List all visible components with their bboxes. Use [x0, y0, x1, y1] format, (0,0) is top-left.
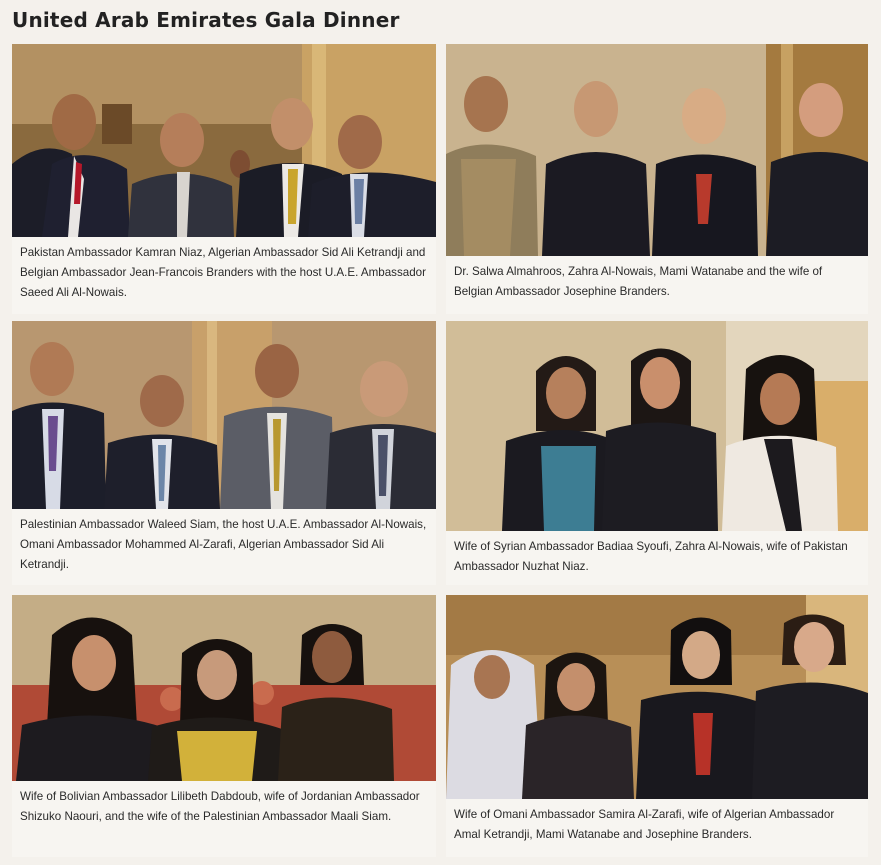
- photo-caption: Wife of Syrian Ambassador Badiaa Syoufi, Zahra Al-Nowais, wife of Pakistan Ambassador Nuzhat Niaz.: [446, 531, 868, 585]
- photo-caption: Wife of Bolivian Ambassador Lilibeth Dabdoub, wife of Jordanian Ambassador Shizuko Naouri, and the wife of the Palestinian Ambassador Maali Siam.: [12, 781, 436, 857]
- photo-panel-6: [446, 595, 868, 857]
- photo-5: [12, 595, 436, 781]
- photo-2: [446, 44, 868, 256]
- photo-panel-2: [446, 44, 868, 314]
- photo-3: [12, 321, 436, 509]
- photo-4: [446, 321, 868, 531]
- photo-panel-3: [12, 321, 436, 585]
- photo-caption: Palestinian Ambassador Waleed Siam, the host U.A.E. Ambassador Al-Nowais, Omani Ambassador Mohammed Al-Zarafi, Algerian Ambassador Sid Ali Ketrandji.: [12, 509, 436, 585]
- photo-1: [12, 44, 436, 237]
- photo-panel-1: [12, 44, 436, 314]
- photo-caption: Wife of Omani Ambassador Samira Al-Zarafi, wife of Algerian Ambassador Amal Ketrandji, Mami Watanabe and Josephine Branders.: [446, 799, 868, 857]
- photo-panel-4: [446, 321, 868, 585]
- photo-caption: Dr. Salwa Almahroos, Zahra Al-Nowais, Mami Watanabe and the wife of Belgian Ambassador Josephine Branders.: [446, 256, 868, 314]
- photo-panel-5: [12, 595, 436, 857]
- page-title: United Arab Emirates Gala Dinner: [12, 8, 400, 32]
- photo-caption: Pakistan Ambassador Kamran Niaz, Algerian Ambassador Sid Ali Ketrandji and Belgian Ambassador Jean-Francois Branders with the host U.A.E. Ambassador Saeed Ali Al-Nowais.: [12, 237, 436, 314]
- photo-6: [446, 595, 868, 799]
